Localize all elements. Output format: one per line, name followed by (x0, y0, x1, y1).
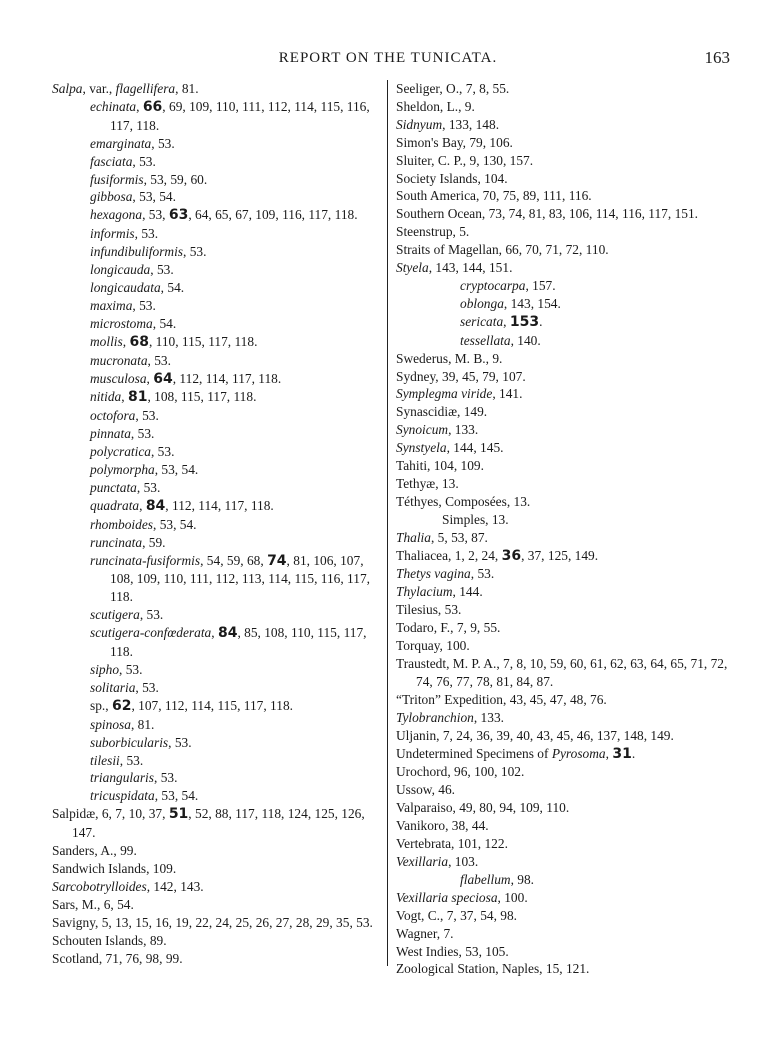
index-entry-text: , 81. (130, 716, 155, 732)
index-entry-text: infundibuliformis (90, 244, 184, 260)
index-entry-text: Salpa (52, 81, 83, 96)
index-entry-text: Tylobranchion (396, 709, 474, 725)
index-entry-text: maxima (90, 297, 133, 313)
index-entry-text: Symplegma viride (396, 386, 493, 402)
index-entry-text: gibbosa (90, 189, 133, 205)
index-entry (52, 279, 384, 297)
index-entry-text: Swederus, M. B., 9. (396, 350, 503, 366)
index-entry (52, 950, 384, 968)
index-entry (52, 769, 384, 787)
index-entry-text: sericata (460, 313, 504, 329)
index-entry (396, 655, 732, 691)
column-divider (387, 80, 388, 966)
index-entry-text: flabellum (460, 871, 511, 887)
index-entry-text: Southern Ocean, 73, 74, 81, 83, 106, 114, 116, 117, 151. (396, 206, 699, 222)
index-entry-text: Vexillaria (396, 853, 449, 869)
index-entry (396, 439, 732, 457)
index-entry-text: polymorpha (90, 462, 155, 478)
index-entry (52, 352, 384, 370)
index-entry-text: Thalia (396, 529, 431, 545)
index-entry (52, 443, 384, 461)
index-entry (52, 243, 384, 261)
index-entry-text: Sanders, A., 99. (52, 843, 137, 859)
index-entry-text: Sars, M., 6, 54. (52, 896, 134, 912)
index-entry-text: , 54. (160, 279, 185, 295)
index-entry-text: , 53. (119, 752, 144, 768)
index-entry (396, 350, 732, 368)
index-entry-text: 51 (168, 806, 189, 823)
index-entry (396, 403, 732, 421)
index-entry (396, 170, 732, 188)
index-entry-text: Vertebrata, 101, 122. (396, 836, 508, 852)
index-entry (396, 637, 732, 655)
index-entry-text: Zoological Station, Naples, 15, 121. (396, 961, 590, 977)
index-entry (396, 511, 732, 529)
index-entry-text: , 53, 59, 60. (143, 171, 208, 187)
index-entry (396, 187, 732, 205)
index-entry-text: 31 (612, 745, 632, 762)
index-entry-text: , 141. (492, 386, 523, 402)
index-entry-text: 81 (127, 389, 148, 406)
index-entry-text: Vogt, C., 7, 37, 54, 98. (396, 907, 518, 923)
index-entry (396, 871, 732, 889)
index-entry-text: 84 (217, 625, 238, 642)
index-entry-text: , 53. (183, 244, 207, 260)
index-entry-text: , 81, 106, 107, 108, 109, 110, 111, 112, 113, 114, 115, 116, 117, 118. (110, 552, 370, 605)
index-entry (396, 152, 732, 170)
index-entry (52, 407, 384, 425)
index-entry (52, 188, 384, 206)
index-entry-text: Scotland, 71, 76, 98, 99. (52, 950, 183, 966)
index-entry-text: , (211, 625, 218, 641)
index-entry-text: , 100. (497, 889, 528, 905)
index-entry-text: , 144. (452, 584, 483, 600)
index-entry (52, 697, 384, 716)
index-entry (52, 805, 384, 842)
index-entry (52, 516, 384, 534)
index-entry-text: “Triton” Expedition, 43, 45, 47, 48, 76. (396, 691, 607, 707)
index-entry-text: Urochord, 96, 100, 102. (396, 764, 525, 780)
index-entry (396, 619, 732, 637)
index-entry-text: , 53. (150, 262, 174, 278)
index-entry (52, 552, 384, 607)
index-entry-text: 74 (267, 552, 287, 569)
index-entry-text: 66 (142, 98, 163, 115)
index-entry (396, 547, 732, 566)
index-entry-text: longicaudata (90, 279, 161, 295)
index-entry (52, 80, 384, 98)
index-entry-text: Traustedt, M. P. A., 7, 8, 10, 59, 60, 61, 62, 63, 64, 65, 71, 72, 74, 76, 77, 78, 81, 84, 87. (396, 656, 728, 689)
index-entry-text: Society Islands, 104. (396, 170, 508, 186)
index-entry (52, 716, 384, 734)
index-entry-text: , (122, 333, 130, 349)
index-entry-text: , 133. (448, 422, 479, 438)
index-entry (396, 259, 732, 277)
index-entry-text: Straits of Magellan, 66, 70, 71, 72, 110. (396, 242, 609, 258)
index-entry-text: Simon's Bay, 79, 106. (396, 134, 513, 150)
index-entry-text: , 53. (150, 444, 175, 460)
index-entry-text: West Indies, 53, 105. (396, 943, 509, 959)
index-entry (52, 624, 384, 661)
index-entry-text: Téthyes, Composées, 13. (396, 493, 531, 509)
index-entry-text: pinnata (90, 426, 131, 442)
index-entry (396, 475, 732, 493)
index-entry-text: solitaria (90, 679, 136, 695)
index-entry-text: Thaliacea, 1, 2, 24, (396, 547, 502, 563)
index-entry (396, 116, 732, 134)
index-entry-text: , 59. (142, 534, 166, 550)
index-entry-text: , 53. (130, 426, 155, 442)
index-entry (396, 80, 732, 98)
index-entry-text: , 52, 88, 117, 118, 124, 125, 126, 147. (72, 806, 365, 841)
index-entry-text: tilesii (90, 752, 120, 768)
index-entry (396, 98, 732, 116)
index-entry (396, 601, 732, 619)
index-entry-text: . (631, 745, 636, 761)
index-entry-text: Sidnyum (396, 116, 443, 132)
index-entry-text: , (503, 313, 510, 329)
index-entry (52, 135, 384, 153)
index-entry-text: , 54. (152, 315, 177, 331)
index-entry (396, 565, 732, 583)
index-entry-text: octofora (90, 408, 136, 424)
index-entry (396, 943, 732, 961)
index-entry-text: punctata (90, 479, 137, 495)
index-entry-text: tessellata (460, 332, 511, 348)
index-entry (396, 134, 732, 152)
index-entry-text: Undetermined Specimens of (396, 745, 552, 761)
index-entry (52, 752, 384, 770)
index-entry-text: longicauda (90, 262, 151, 278)
index-entry (396, 799, 732, 817)
index-entry (396, 727, 732, 745)
index-entry-text: oblonga (460, 295, 504, 311)
index-entry (396, 385, 732, 403)
index-entry-text: mucronata (90, 352, 148, 368)
index-entry-text: , (121, 389, 128, 405)
index-entry-text: , (139, 497, 146, 513)
index-entry (396, 277, 732, 295)
index-entry (396, 223, 732, 241)
index-entry (52, 225, 384, 243)
index-entry-text: 84 (145, 497, 166, 514)
index-entry-text: , 53. (147, 352, 171, 368)
index-entry (396, 835, 732, 853)
index-entry-text: , 53, 54. (132, 189, 176, 205)
index-entry-text: , 53. (132, 297, 156, 313)
index-entry (396, 457, 732, 475)
index-entry-text: , (136, 98, 143, 114)
index-entry (52, 860, 384, 878)
index-entry-text: , 53. (135, 679, 159, 695)
index-entry-text: Valparaiso, 49, 80, 94, 109, 110. (396, 800, 570, 816)
index-entry-text: Tilesius, 53. (396, 602, 462, 618)
index-entry (396, 493, 732, 511)
index-entry-text: 68 (129, 333, 149, 350)
index-entry (396, 960, 732, 978)
index-entry-text: , 53, (142, 207, 169, 223)
index-entry-text: , 64, 65, 67, 109, 116, 117, 118. (188, 207, 358, 223)
index-entry-text: Steenstrup, 5. (396, 224, 470, 240)
index-entry-text: Schouten Islands, 89. (52, 932, 167, 948)
index-entry (396, 709, 732, 727)
index-entry-text: , 53. (135, 408, 159, 424)
index-entry-text: emarginata (90, 135, 152, 151)
index-entry-text: hexagona (90, 207, 143, 223)
index-entry (52, 479, 384, 497)
index-entry-text: Sheldon, L., 9. (396, 98, 475, 114)
index-entry-text: , 53. (136, 479, 161, 495)
index-entry (396, 368, 732, 386)
index-entry-text: scutigera (90, 607, 140, 623)
index-entry-text: , 53, 54. (154, 788, 199, 804)
index-entry-text: Torquay, 100. (396, 638, 470, 654)
index-entry (396, 241, 732, 259)
index-entry-text: , 69, 109, 110, 111, 112, 114, 115, 116, 117, 118. (110, 98, 370, 133)
index-entry (52, 206, 384, 225)
index-entry (396, 205, 732, 223)
index-entry-text: , 53, 54. (153, 516, 197, 532)
index-entry-text: , 53. (139, 607, 164, 623)
index-entry-text: Tahiti, 104, 109. (396, 458, 484, 474)
index-entry-text: Uljanin, 7, 24, 36, 39, 40, 43, 45, 46, 137, 148, 149. (396, 727, 674, 743)
index-entry-text: tricuspidata (90, 788, 155, 804)
index-entry-text: Savigny, 5, 13, 15, 16, 19, 22, 24, 25, 26, 27, 28, 29, 35, 53. (52, 914, 373, 930)
index-entry (396, 889, 732, 907)
index-entry-text: sp., (90, 697, 112, 713)
index-entry-text: , 53. (119, 662, 143, 677)
index-entry (52, 932, 384, 950)
index-entry-text: Tethyæ, 13. (396, 475, 459, 491)
index-entry (396, 853, 732, 871)
index-entry (396, 295, 732, 313)
index-entry-text: Synstyela (396, 440, 447, 456)
index-entry (396, 583, 732, 601)
index-entry (52, 534, 384, 552)
index-entry (52, 370, 384, 389)
index-entry (52, 878, 384, 896)
index-entry-text: , 81. (175, 81, 199, 96)
index-entry-text: Thetys vagina (396, 566, 471, 582)
index-entry-text: triangularis (90, 770, 154, 786)
index-entry (52, 153, 384, 171)
index-entry (396, 529, 732, 547)
index-entry-text: , 112, 114, 117, 118. (165, 497, 274, 513)
index-entry-text: , 108, 115, 117, 118. (147, 389, 257, 405)
index-entry (52, 98, 384, 135)
index-entry-text: , 110, 115, 117, 118. (148, 333, 258, 349)
index-entry-text: , 53. (470, 566, 495, 582)
index-entry-text: spinosa (90, 716, 131, 732)
index-entry (396, 817, 732, 835)
index-entry (52, 425, 384, 443)
index-entry (396, 691, 732, 709)
index-entry (396, 745, 732, 764)
index-entry (52, 315, 384, 333)
index-column-right (396, 80, 732, 978)
index-entry-text: , 53. (151, 135, 175, 151)
index-entry-text: mollis (90, 333, 123, 349)
index-entry-text: , 98. (510, 871, 535, 887)
index-entry-text: , 133. (473, 709, 504, 725)
index-entry-text: , 53. (168, 734, 192, 750)
index-entry (52, 896, 384, 914)
index-entry-text: , 140. (510, 332, 541, 348)
index-entry-text: , 53, 54. (154, 462, 199, 478)
index-entry-text: rhomboides (90, 516, 153, 532)
index-entry (52, 461, 384, 479)
index-entry-text: fasciata (90, 153, 133, 169)
index-entry-text: musculosa (90, 370, 147, 386)
index-entry-text: Wagner, 7. (396, 925, 454, 941)
index-entry (52, 679, 384, 697)
index-entry (52, 661, 384, 679)
index-entry-text: sipho (90, 662, 120, 677)
index-entry-text: 64 (153, 370, 173, 387)
index-entry-text: runcinata-fusiformis (90, 552, 201, 568)
index-entry-text: , 54, 59, 68, (200, 552, 268, 568)
index-entry (52, 333, 384, 352)
index-entry-text: 36 (501, 547, 522, 564)
page-header (0, 48, 776, 72)
index-entry (52, 261, 384, 279)
index-entry-text: Ussow, 46. (396, 782, 456, 798)
index-entry-text: . (539, 313, 543, 329)
index-entry-text: Vexillaria speciosa (396, 889, 498, 905)
index-entry-text: Sandwich Islands, 109. (52, 860, 177, 876)
index-entry-text: , var., (82, 81, 116, 96)
index-entry-text: echinata (90, 98, 137, 114)
index-entry-text: , 133, 148. (442, 116, 500, 132)
index-entry (52, 497, 384, 516)
index-entry-text: Vanikoro, 38, 44. (396, 818, 489, 834)
index-entry-text: , 142, 143. (146, 878, 204, 894)
running-title: REPORT ON THE TUNICATA. (278, 50, 498, 66)
index-entry-text: Sydney, 39, 45, 79, 107. (396, 368, 526, 384)
index-entry-text: Styela (396, 260, 429, 276)
index-entry-text: runcinata (90, 534, 143, 550)
index-entry (52, 914, 384, 932)
index-entry-text: South America, 70, 75, 89, 111, 116. (396, 188, 592, 204)
index-entry-text: , 5, 53, 87. (430, 529, 488, 545)
index-entry-text: , 103. (448, 853, 479, 869)
index-entry (396, 925, 732, 943)
index-entry-text: , 37, 125, 149. (521, 547, 599, 563)
index-entry-text: , 144, 145. (446, 440, 504, 456)
index-entry-text: , 53. (132, 153, 156, 169)
index-entry (396, 907, 732, 925)
index-entry (52, 842, 384, 860)
index-entry-text: , 143, 144, 151. (428, 260, 513, 276)
index-entry-text: Simples, 13. (442, 511, 509, 527)
index-entry (52, 606, 384, 624)
index-entry-text: 62 (111, 697, 132, 714)
index-entry-text: 63 (168, 207, 189, 224)
index-entry-text: , 107, 112, 114, 115, 117, 118. (131, 697, 293, 713)
index-entry-text: fusiformis (90, 171, 144, 187)
index-entry (396, 421, 732, 439)
index-entry (52, 734, 384, 752)
index-entry (396, 763, 732, 781)
index-entry-text: informis (90, 226, 135, 242)
index-entry-text: nitida (90, 389, 122, 405)
page-number: 163 (704, 48, 730, 67)
index-entry (52, 297, 384, 315)
index-entry-text: Todaro, F., 7, 9, 55. (396, 620, 501, 636)
index-entry-text: , (146, 370, 154, 386)
index-entry-text: Seeliger, O., 7, 8, 55. (396, 81, 510, 96)
index-entry-text: cryptocarpa (460, 277, 526, 293)
index-entry-text: quadrata (90, 497, 140, 513)
index-entry-text: , 157. (525, 277, 556, 293)
index-entry-text: , 53. (154, 770, 178, 786)
index-entry-text: suborbicularis (90, 734, 169, 750)
index-entry (396, 332, 732, 350)
index-entry-text: , 143, 154. (503, 295, 561, 311)
index-entry-text: Synascidiæ, 149. (396, 404, 488, 420)
index-entry-text: microstoma (90, 315, 153, 331)
index-entry-text: Sluiter, C. P., 9, 130, 157. (396, 152, 534, 168)
index-entry-text: polycratica (90, 444, 151, 460)
index-entry (396, 781, 732, 799)
index-entry-text: , 85, 108, 110, 115, 117, 118. (110, 625, 367, 660)
index-entry-text: , (605, 745, 613, 761)
index-column-left (52, 80, 384, 967)
index-entry-text: 153 (509, 313, 540, 330)
index-entry-text: scutigera-confœderata (90, 625, 212, 641)
index-entry-text: Synoicum (396, 422, 449, 438)
index-entry-text: , 112, 114, 117, 118. (172, 370, 282, 386)
index-entry (52, 787, 384, 805)
index-entry (52, 171, 384, 189)
index-entry-text: Sarcobotrylloides (52, 878, 147, 894)
index-entry-text: , 53. (134, 226, 159, 242)
index-entry (52, 388, 384, 407)
index-entry-text: Pyrosoma (551, 745, 606, 761)
index-entry-text: flagellifera (115, 81, 176, 96)
index-entry-text: Salpidæ, 6, 7, 10, 37, (52, 806, 169, 822)
index-entry-text: Thylacium (396, 584, 453, 600)
index-entry (396, 313, 732, 332)
